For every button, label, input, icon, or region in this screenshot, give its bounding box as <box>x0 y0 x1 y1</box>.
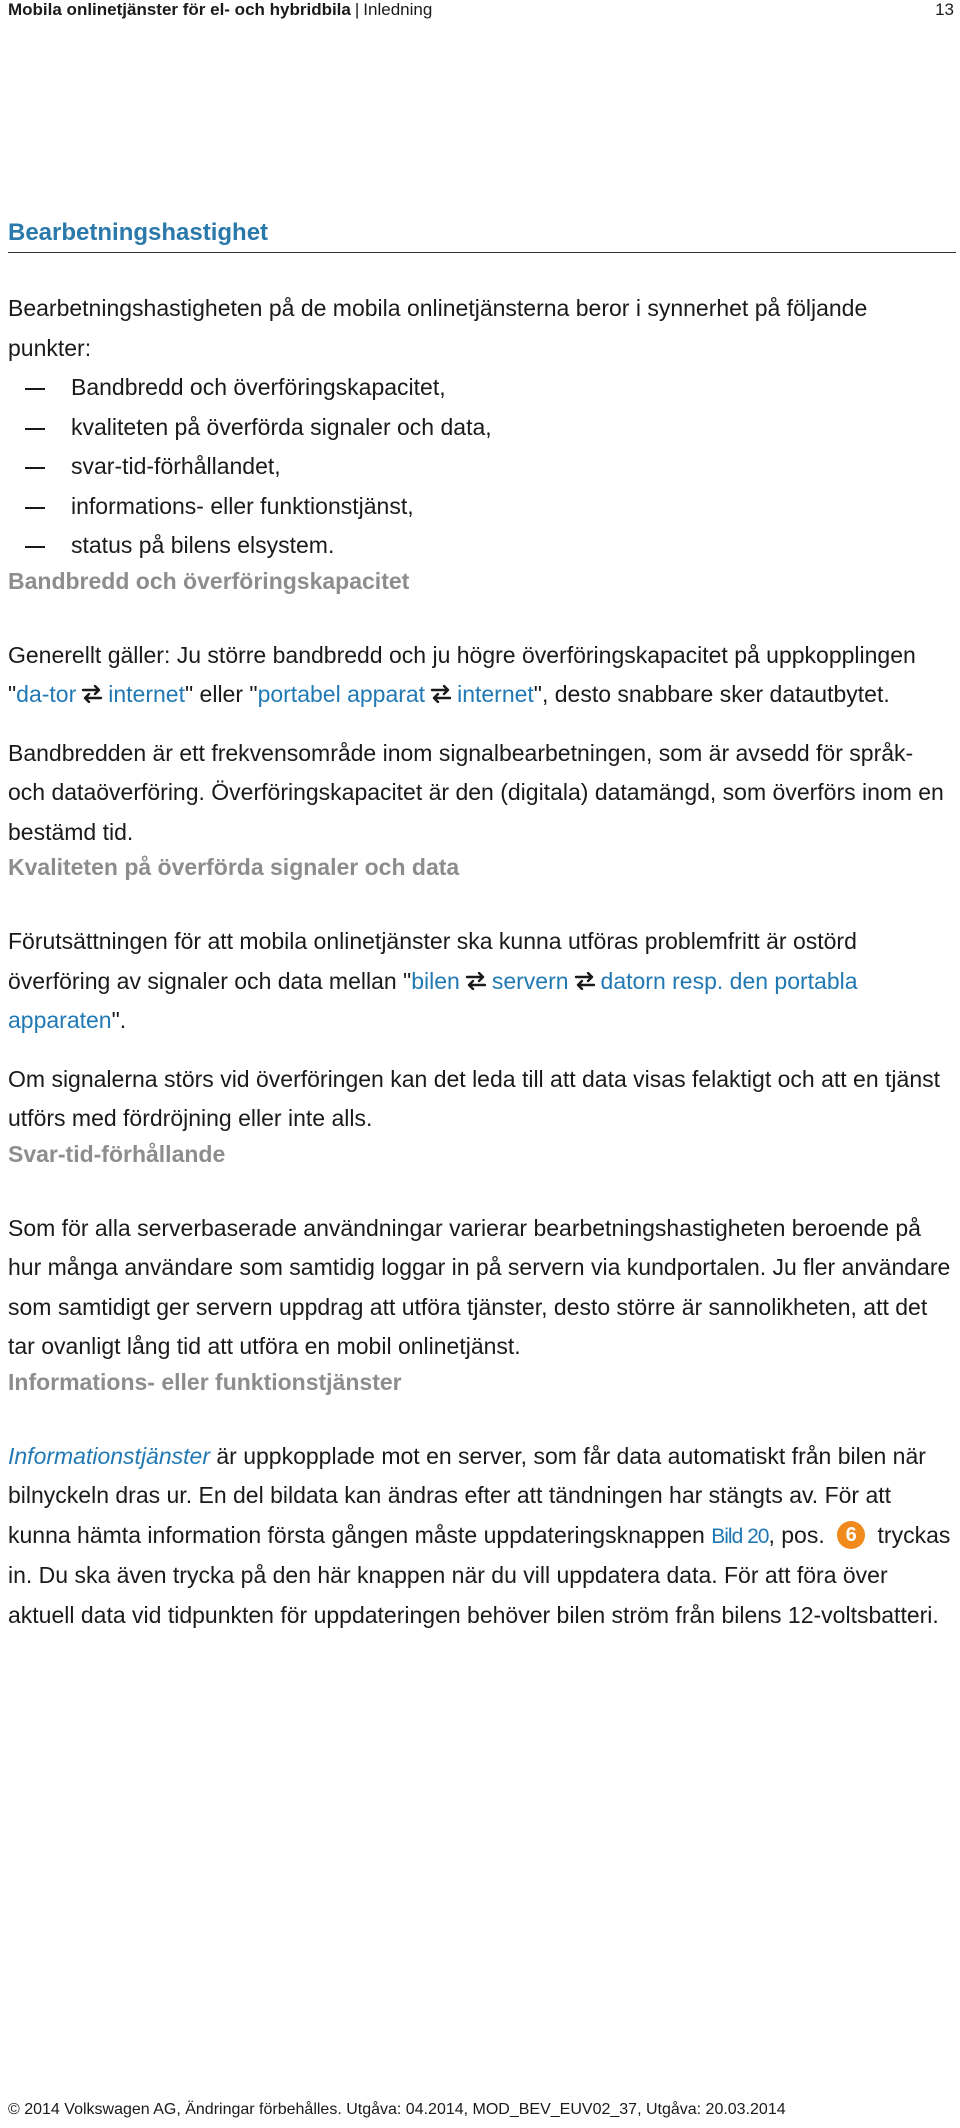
main-content <box>8 218 956 1635</box>
dash-bullet-icon <box>25 546 45 548</box>
bidirectional-arrows-icon <box>81 685 103 703</box>
list-item: informations- eller funktionstjänst, <box>8 487 956 527</box>
list-item: svar-tid-förhållandet, <box>8 447 956 487</box>
dash-bullet-icon <box>25 388 45 390</box>
document-title: Mobila onlinetjänster för el- och hybridbila | Inledning <box>8 0 433 19</box>
link-internet: internet <box>457 681 534 707</box>
subheading-quality: Kvaliteten på överförda signaler och data <box>8 854 460 880</box>
response-paragraph: Som för alla serverbaserade användningar varierar bearbetningshastigheten beroende på hur många användare som samtidig loggar in på servern via kundportalen. Ju fler användare som samtidigt ger servern uppdrag att utföra tjänster, desto större är sannolikheten, att det tar ovanligt lång tid att utföra en mobil onlinetjänst. <box>8 1214 951 1359</box>
bullet-list <box>8 368 956 566</box>
link-informationstjanster: Informationstjänster <box>8 1442 210 1469</box>
link-datorn: datorn resp. den portabla apparaten <box>8 967 858 1033</box>
bandwidth-paragraph-1: Generellt gäller: Ju större bandbredd och ju högre överföringskapacitet på uppkopplingen "da-tor internet" eller "portabel apparat internet", desto snabbare sker datautbytet. <box>8 641 916 707</box>
list-item: kvaliteten på överförda signaler och data, <box>8 408 956 448</box>
intro-paragraph: Bearbetningshastigheten på de mobila onlinetjänsterna beror i synnerhet på följande punkter: <box>8 295 868 361</box>
bidirectional-arrows-icon <box>465 972 487 990</box>
link-internet: internet <box>108 681 185 707</box>
page-footer: © 2014 Volkswagen AG, Ändringar förbehålles. Utgåva: 04.2014, MOD_BEV_EUV02_37, Utgåva: 20.03.2014 <box>8 2101 786 2118</box>
link-servern: servern <box>491 967 569 994</box>
header-separator: | <box>354 0 360 19</box>
section-title: Bearbetningshastighet <box>8 218 956 253</box>
bidirectional-arrows-icon <box>574 972 596 990</box>
info-paragraph: Informationstjänster är uppkopplade mot en server, som får data automatiskt från bilen när bilnyckeln dras ur. En del bildata kan ändras efter att tändningen har stängts av. För att kunna hämta information första gången måste uppdateringsknappen Bild 20, pos. 6 tryckas in. Du ska även trycka på den här knappen när du vill uppdatera data. För att föra över aktuell data vid tidpunkten för uppdateringen behöver bilen ström från bilens 12-voltsbatteri. <box>8 1442 951 1628</box>
dash-bullet-icon <box>25 428 45 430</box>
dash-bullet-icon <box>25 507 45 509</box>
dash-bullet-icon <box>25 467 45 469</box>
page-header <box>0 0 960 24</box>
quality-paragraph-2: Om signalerna störs vid överföringen kan det leda till att data visas felaktigt och att en tjänst utförs med fördröjning eller inte alls. <box>8 1065 940 1131</box>
list-item: status på bilens elsystem. <box>8 526 956 566</box>
page-number: 13 <box>935 0 954 19</box>
quality-paragraph-1: Förutsättningen för att mobila onlinetjänster ska kunna utföras problemfritt är ostörd överföring av signaler och data mellan "bilen servern datorn resp. den portabla apparaten". <box>8 928 858 1033</box>
subheading-info-services: Informations- eller funktionstjänster <box>8 1368 402 1395</box>
numbered-badge-icon: 6 <box>837 1521 865 1549</box>
link-dator: da-tor <box>16 681 77 707</box>
subheading-bandwidth: Bandbredd och överföringskapacitet <box>8 567 410 594</box>
chapter-name: Inledning <box>363 0 433 19</box>
bidirectional-arrows-icon <box>430 685 452 703</box>
link-portabel-apparat: portabel apparat <box>257 681 426 707</box>
link-bilen: bilen <box>411 967 460 994</box>
subheading-response-time: Svar-tid-förhållande <box>8 1140 226 1167</box>
figure-reference: Bild 20 <box>711 1524 769 1548</box>
list-item: Bandbredd och överföringskapacitet, <box>8 368 956 408</box>
bandwidth-paragraph-2: Bandbredden är ett frekvensområde inom signalbearbetningen, som är avsedd för språk- och dataöverföring. Överföringskapacitet är den (digitala) datamängd, som överförs inom en bestämd tid. <box>8 739 944 845</box>
